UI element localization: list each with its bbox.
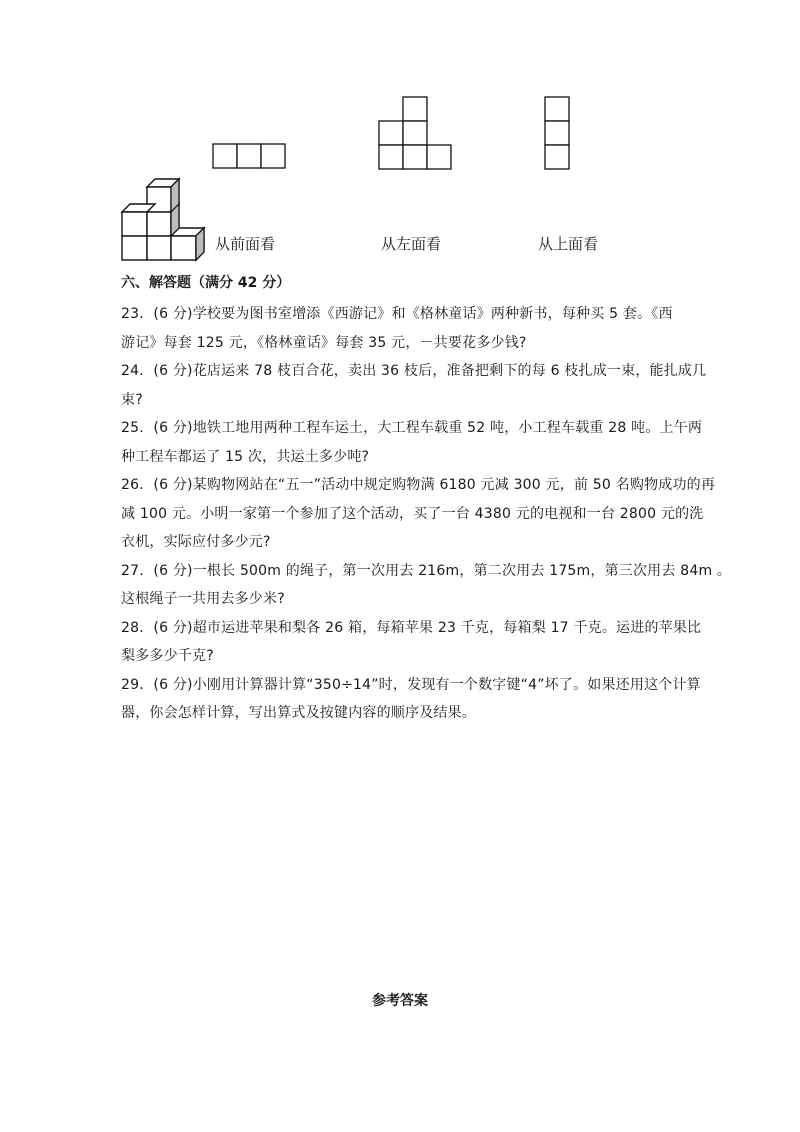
question-line: 这根绳子一共用去多少米?: [121, 591, 285, 607]
question-line: 减 100 元。小明一家第一个参加了这个活动，买了一台 4380 元的电视和一台 2800 元的洗: [121, 505, 704, 522]
question-line: 梨多多少千克?: [121, 648, 214, 664]
question-list: [121, 300, 732, 728]
question-line: 27．(6 分)一根长 500m 的绳子，第一次用去 216m，第二次用去 175m，第三次用去 84m 。: [121, 562, 732, 579]
question-line: 游记》每套 125 元，《格林童话》每套 35 元，－共要花多少钱?: [121, 334, 527, 351]
question-line: 25．(6 分)地铁工地用两种工程车运土，大工程车载重 52 吨，小工程车载重 28 吨。上午两: [121, 420, 703, 436]
cube-front-face: [122, 236, 147, 260]
answer-title: 参考答案: [372, 993, 428, 1009]
front-view-label: 从前面看: [215, 235, 276, 253]
question-line: 器，你会怎样计算，写出算式及按键内容的顺序及结果。: [121, 705, 476, 721]
question-line: 26．(6 分)某购物网站在“五一”活动中规定购物满 6180 元减 300 元，前 50 名购物成功的再: [121, 477, 716, 493]
question-26: [121, 471, 716, 557]
views-figure: [0, 0, 800, 270]
cube-front-face: [122, 212, 147, 236]
cube-stack-drawing: [110, 170, 215, 265]
question-29: [121, 671, 701, 728]
front-view-drawing: [212, 143, 288, 170]
question-27: [121, 557, 732, 614]
question-line: 23．(6 分)学校要为图书室增添《西游记》和《格林童话》两种新书，每种买 5 套。《西: [121, 306, 673, 322]
cube-front-face: [147, 236, 171, 260]
left-view-drawing: [378, 96, 456, 171]
question-line: 衣机，实际应付多少元?: [121, 534, 271, 550]
top-view-drawing: [544, 96, 572, 171]
top-view-label: 从上面看: [538, 235, 599, 253]
question-line: 29．(6 分)小刚用计算器计算“350÷14”时，发现有一个数字键“4”坏了。如果还用这个计算: [121, 676, 701, 693]
question-23: [121, 300, 691, 357]
cube-front-face: [147, 212, 171, 236]
question-line: 24．(6 分)花店运来 78 枝百合花，卖出 36 枝后，准备把剩下的每 6 枝扎成一束，能扎成几: [121, 363, 707, 379]
question-line: 束?: [121, 391, 143, 408]
question-28: [121, 614, 702, 671]
section-title: 六、解答题（满分 42 分）: [121, 275, 291, 291]
question-line: 种工程车都运了 15 次，共运土多少吨?: [121, 448, 370, 465]
question-line: 28．(6 分)超市运进苹果和梨各 26 箱，每箱苹果 23 千克，每箱梨 17 千克。运进的苹果比: [121, 619, 702, 636]
question-24: [121, 357, 707, 414]
left-view-label: 从左面看: [381, 235, 442, 253]
cube-front-face: [171, 236, 196, 260]
question-25: [121, 414, 703, 471]
